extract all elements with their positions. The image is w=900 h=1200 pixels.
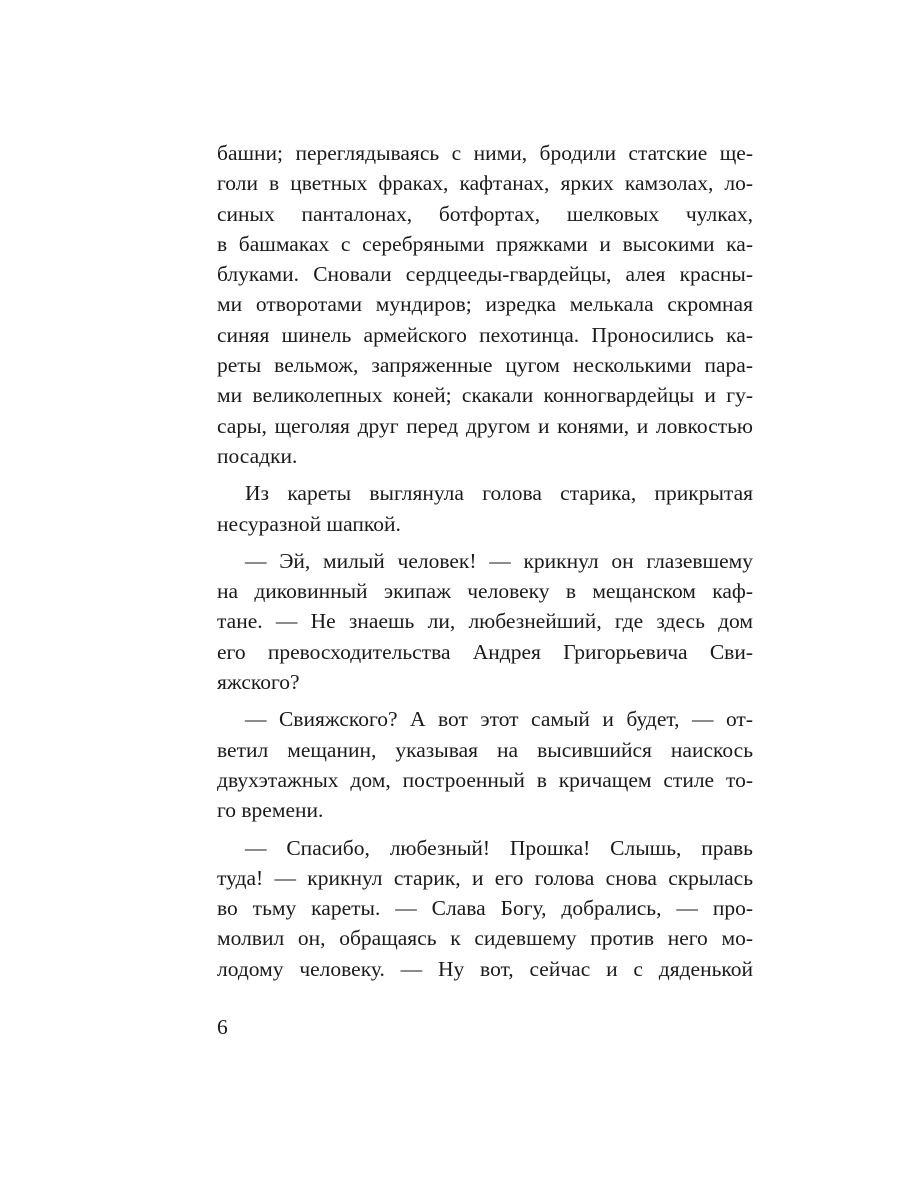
text-line: синых панталонах, ботфортах, шелковых чулках, bbox=[217, 201, 753, 226]
text-line: сары, щеголяя друг перед другом и конями, и ловкостью bbox=[217, 413, 753, 438]
text-line: Из кареты выглянула голова старика, прикрытая bbox=[245, 481, 753, 506]
text-line: ми великолепных коней; скакали конногвардейцы и гу- bbox=[217, 383, 753, 408]
text-line: во тьму кареты. — Слава Богу, добрались, — про- bbox=[217, 896, 753, 921]
text-line: синяя шинель армейского пехотинца. Проносились ка- bbox=[217, 322, 753, 347]
page-number: 6 bbox=[217, 1015, 228, 1039]
text-line: — Спасибо, любезный! Прошка! Слышь, правь bbox=[245, 835, 753, 860]
text-line: ветил мещанин, указывая на высившийся наискось bbox=[217, 737, 753, 762]
text-line: двухэтажных дом, построенный в кричащем стиле то- bbox=[217, 767, 753, 792]
text-line: в башмаках с серебряными пряжками и высокими ка- bbox=[217, 231, 753, 256]
text-line: голи в цветных фраках, кафтанах, ярких камзолах, ло- bbox=[217, 171, 753, 196]
text-line: реты вельмож, запряженные цугом несколькими пара- bbox=[217, 353, 753, 378]
text-line: — Эй, милый человек! — крикнул он глазевшему bbox=[245, 548, 753, 573]
text-line: ми отворотами мундиров; изредка мелькала скромная bbox=[217, 292, 753, 317]
text-line: туда! — крикнул старик, и его голова снова скрылась bbox=[217, 865, 753, 890]
text-line: посадки. bbox=[217, 443, 298, 468]
text-line: его превосходительства Андрея Григорьевича Сви- bbox=[217, 639, 753, 664]
text-line: тане. — Не знаешь ли, любезнейший, где здесь дом bbox=[217, 609, 753, 634]
text-line: блуками. Сновали сердцееды-гвардейцы, алея красны- bbox=[217, 262, 753, 287]
body-text bbox=[217, 138, 753, 984]
text-line: молвил он, обращаясь к сидевшему против него мо- bbox=[217, 926, 753, 951]
text-line: на диковинный экипаж человеку в мещанском каф- bbox=[217, 579, 753, 604]
text-line: яжского? bbox=[217, 670, 300, 695]
text-line: башни; переглядываясь с ними, бродили статские ще- bbox=[217, 141, 753, 165]
text-line: — Свияжского? А вот этот самый и будет, — от- bbox=[245, 707, 753, 732]
text-line: го времени. bbox=[217, 798, 324, 823]
text-line: несуразной шапкой. bbox=[217, 511, 401, 536]
text-line: лодому человеку. — Ну вот, сейчас и с дяденькой bbox=[217, 956, 753, 981]
